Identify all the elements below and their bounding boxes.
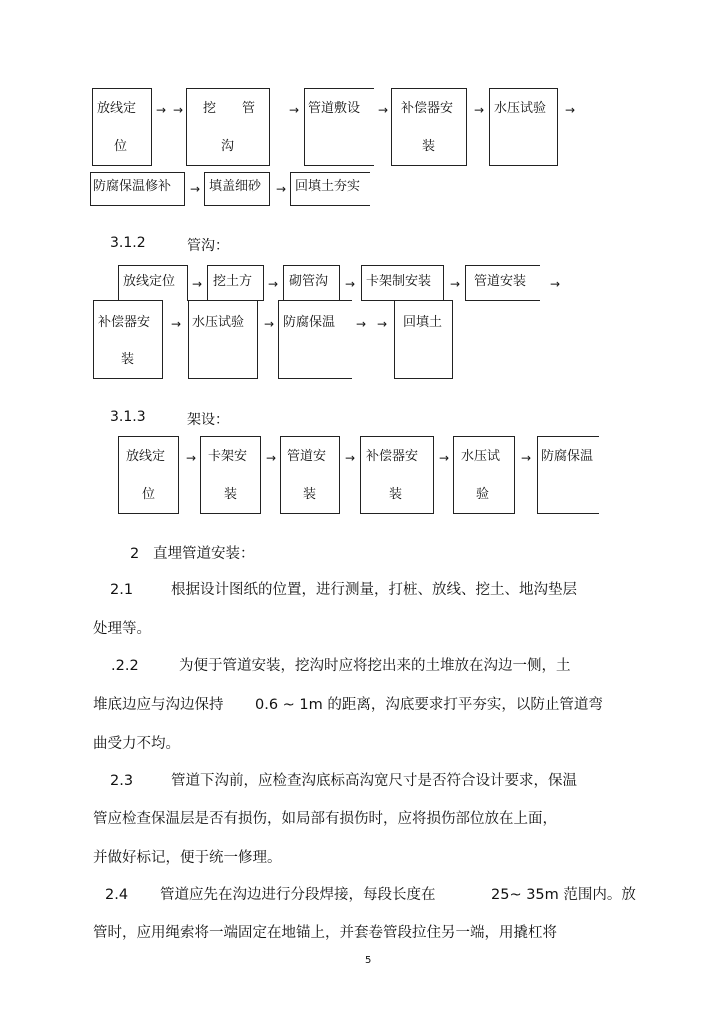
flow1-box-5-line1: 水压试验 [494,101,547,116]
flow3-box-4-line2: 装 [389,487,403,502]
flow3-box-4-line1: 补偿器安 [366,449,419,464]
arrow: → [276,182,287,196]
para-2-3-number: 2.3 [110,773,134,789]
para-2-2-line3: 曲受力不均。 [93,736,180,752]
arrow: → [171,317,182,331]
flow2-row2-box-1-line2: 装 [121,352,135,367]
section-3-1-3-title: 架设： [187,412,229,428]
arrow: → [190,182,201,196]
flow2-box-1-label: 放线定位 [123,274,176,289]
flow3-box-2-line2: 装 [224,487,238,502]
flow1-row2-box-1-label: 防腐保温修补 [93,179,172,194]
flow2-box-2-label: 挖土方 [213,274,253,289]
flow2-row2-box-2-label: 水压试验 [192,315,245,330]
arrow: → [565,103,576,117]
arrow: → [268,277,279,291]
flow1-box-2-line1: 挖 管 [203,101,256,116]
arrow: → [521,451,532,465]
section-2-title: 直埋管道安装： [153,546,255,562]
arrow: → [192,277,203,291]
flow3-box-1-line1: 放线定 [126,449,166,464]
flow1-box-1-line2: 位 [114,139,128,154]
section-3-1-2-title: 管沟： [187,238,229,254]
para-2-4-line1b: 25~ 35m 范围内。放 [491,887,636,903]
arrow: → [264,317,275,331]
para-2-2-line2a: 堆底边应与沟边保持 [93,697,224,713]
flow2-row2-box-4 [394,300,453,379]
flow3-box-3-line2: 装 [303,487,317,502]
section-2-number: 2 [130,546,140,562]
arrow: → [450,277,461,291]
arrow: → [345,451,356,465]
flow2-row2-box-3-label: 防腐保温 [283,315,336,330]
flow1-box-3-line1: 管道敷设 [308,101,361,116]
section-3-1-2-number: 3.1.2 [110,235,146,251]
flow1-box-5 [489,88,558,166]
flow2-box-3-label: 砌管沟 [289,274,329,289]
arrow: → [474,103,485,117]
para-2-2-line2b: 0.6 ~ 1m 的距离，沟底要求打平夯实，以防止管道弯 [255,697,603,713]
flow2-box-5-label: 管道安装 [474,274,527,289]
arrow: → [345,277,356,291]
flow3-box-6 [537,436,599,514]
para-2-2-line1: 为便于管道安装，挖沟时应将挖出来的土堆放在沟边一侧，土 [179,658,571,674]
flow3-box-5-line1: 水压试 [461,449,501,464]
flow2-box-4-label: 卡架制安装 [366,274,432,289]
arrow: → [377,317,388,331]
flow3-box-2-line1: 卡架安 [208,449,248,464]
para-2-3-line1: 管道下沟前，应检查沟底标高沟宽尺寸是否符合设计要求，保温 [171,773,577,789]
para-2-1-number: 2.1 [110,582,134,598]
para-2-4-line1a: 管道应先在沟边进行分段焊接，每段长度在 [160,887,436,903]
flow3-box-5-line2: 验 [476,487,490,502]
flow2-row2-box-1-line1: 补偿器安 [98,315,151,330]
arrow: → [378,103,389,117]
flow1-row2-box-2-label: 填盖细砂 [209,179,262,194]
flow1-box-3 [304,88,374,166]
para-2-4-line2: 管时，应用绳索将一端固定在地锚上，并套卷管段拉住另一端，用撬杠将 [93,925,557,941]
para-2-2-number: .2.2 [111,658,139,674]
arrow: → [173,103,184,117]
arrow: → [439,451,450,465]
flow1-box-4-line1: 补偿器安 [401,101,454,116]
flow3-box-6-line1: 防腐保温 [541,449,594,464]
flow2-row2-box-2 [188,300,258,379]
para-2-1-line2: 处理等。 [93,621,151,637]
flow3-box-1-line2: 位 [142,487,156,502]
flow2-row2-box-3 [278,300,352,379]
para-2-3-line3: 并做好标记，便于统一修理。 [93,850,282,866]
arrow: → [550,277,561,291]
para-2-4-number: 2.4 [105,887,129,903]
flow1-box-1-line1: 放线定 [97,101,137,116]
section-3-1-3-number: 3.1.3 [110,409,146,425]
arrow: → [289,103,300,117]
arrow: → [156,103,167,117]
arrow: → [266,451,277,465]
flow3-box-3-line1: 管道安 [287,449,327,464]
flow1-box-4-line2: 装 [422,139,436,154]
flow2-row2-box-4-label: 回填土 [403,315,443,330]
arrow: → [186,451,197,465]
para-2-1-line1: 根据设计图纸的位置，进行测量，打桩、放线、挖土、地沟垫层 [171,582,577,598]
para-2-3-line2: 管应检查保温层是否有损伤，如局部有损伤时，应将损伤部位放在上面， [93,811,557,827]
flow1-row2-box-3-label: 回填土夯实 [295,179,361,194]
arrow: → [356,317,367,331]
page-number: 5 [365,955,372,966]
flow1-box-2-line2: 沟 [221,139,235,154]
